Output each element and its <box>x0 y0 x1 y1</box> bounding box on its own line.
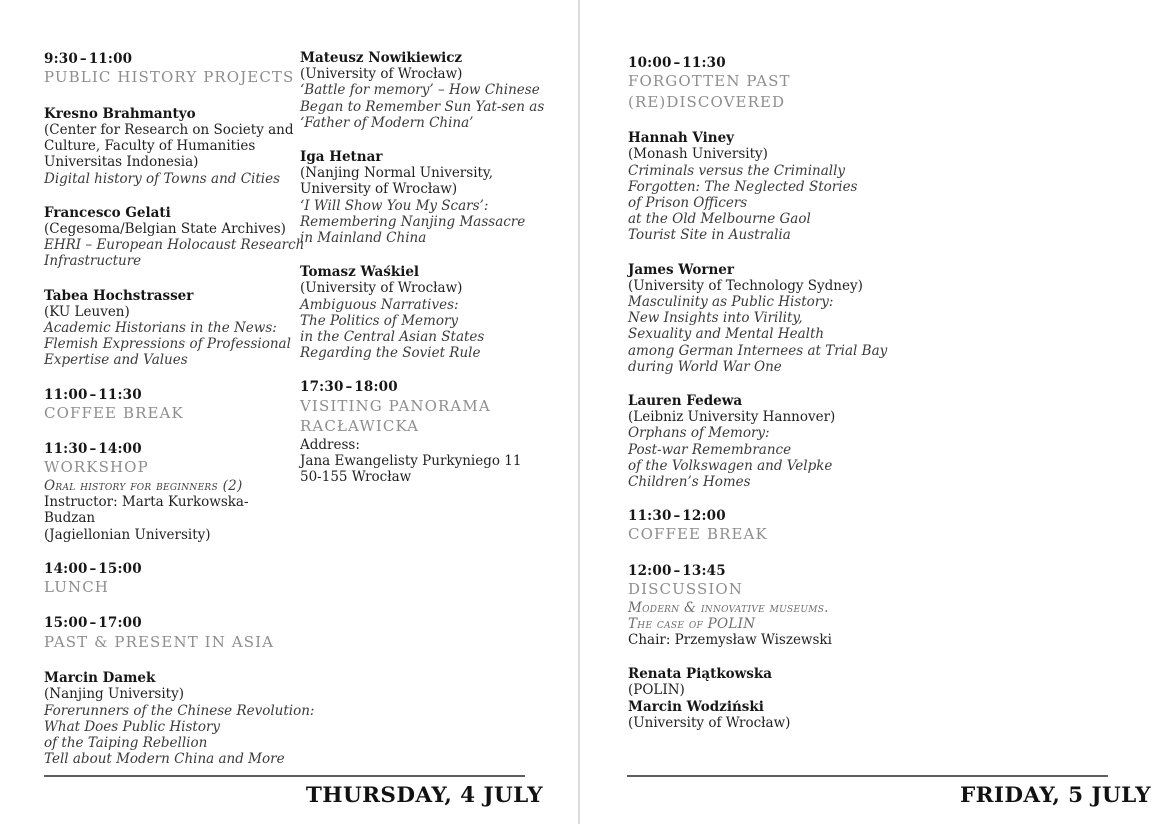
speaker-name: Hannah Viney <box>628 130 735 147</box>
session-heading: (RE)DISCOVERED <box>628 92 786 111</box>
talk-title-line: ‘Father of Modern China’ <box>300 114 474 131</box>
talk-title-line: ‘Battle for memory’ – How Chinese <box>300 82 540 99</box>
program-column-thursday-right <box>300 50 545 503</box>
speaker-name: James Worner <box>628 261 735 278</box>
time-label: 9:30 – 11:00 <box>44 51 133 67</box>
footer-day-label-friday: FRIDAY, 5 JULY <box>959 783 1151 808</box>
page-divider <box>578 0 580 824</box>
talk-title-line: Remembering Nanjing Massacre <box>300 213 526 230</box>
text-line: Chair: Przemysław Wiszewski <box>628 632 832 649</box>
session-block <box>44 615 296 652</box>
talk-title-line: Expertise and Values <box>44 352 188 369</box>
talk-title-line: Academic Historians in the News: <box>44 319 277 336</box>
talk-title-smallcaps-line: Modern & innovative museums. <box>628 599 829 616</box>
session-block <box>44 561 296 598</box>
session-heading: PAST & PRESENT IN ASIA <box>44 632 275 651</box>
session-block <box>44 387 296 424</box>
text-line: (Cegesoma/Belgian State Archives) <box>44 220 286 237</box>
speaker-name: Tomasz Waśkiel <box>300 264 420 281</box>
time-label: 10:00 – 11:30 <box>628 55 726 71</box>
talk-title-line: in Mainland China <box>300 230 427 247</box>
speaker-block <box>300 149 545 246</box>
text-line: Address: <box>300 436 360 453</box>
text-line: (University of Wrocław) <box>628 714 791 731</box>
speaker-block <box>628 262 920 375</box>
time-label: 17:30 – 18:00 <box>300 379 398 396</box>
talk-title-line: Flemish Expressions of Professional <box>44 336 291 353</box>
talk-title-line: at the Old Melbourne Gaol <box>628 211 811 228</box>
text-line: Instructor: Marta Kurkowska- <box>44 494 249 511</box>
text-line: Budzan <box>44 510 96 527</box>
speaker-name: Tabea Hochstrasser <box>44 287 194 304</box>
speaker-block <box>628 130 920 243</box>
footer-day-label-thursday: THURSDAY, 4 JULY <box>305 783 543 808</box>
talk-title-line: EHRI – European Holocaust Research <box>44 237 305 254</box>
talk-title-line: Tourist Site in Australia <box>628 227 791 244</box>
speaker-block <box>44 288 296 369</box>
talk-title-line: New Insights into Virility, <box>628 310 803 327</box>
talk-title-line: Criminals versus the Criminally <box>628 162 846 179</box>
session-heading: COFFEE BREAK <box>628 525 768 544</box>
talk-title-line: The Politics of Memory <box>300 312 459 329</box>
talk-title-line: in the Central Asian States <box>300 329 485 346</box>
time-label: 11:30 – 14:00 <box>44 441 142 458</box>
session-block <box>628 508 920 545</box>
session-heading: FORGOTTEN PAST <box>628 72 791 91</box>
time-label: 14:00 – 15:00 <box>44 560 142 577</box>
speaker-block <box>300 50 545 131</box>
speaker-block <box>300 264 545 361</box>
talk-title-line: Sexuality and Mental Health <box>628 326 825 343</box>
time-label: 11:30 – 12:00 <box>628 508 726 525</box>
footer-rule-friday <box>627 775 1108 777</box>
talk-title-line: Digital history of Towns and Cities <box>44 170 280 187</box>
session-heading: WORKSHOP <box>44 458 149 477</box>
session-block <box>44 441 296 543</box>
session-heading: COFFEE BREAK <box>44 403 184 422</box>
time-label: 15:00 – 17:00 <box>44 615 142 632</box>
text-line: (Center for Research on Society and <box>44 121 294 138</box>
talk-title-line: among German Internees at Trial Bay <box>628 342 888 359</box>
talk-title-line: Infrastructure <box>44 253 142 270</box>
program-column-thursday-left <box>44 51 315 785</box>
text-line: (KU Leuven) <box>44 303 130 320</box>
speaker-name: Marcin Wodziński <box>628 698 764 715</box>
speaker-block <box>44 670 315 768</box>
text-line: (Jagiellonian University) <box>44 526 211 543</box>
text-line: (Nanjing Normal University, <box>300 165 494 182</box>
talk-title-line: Tell about Modern China and More <box>44 751 285 768</box>
speaker-block <box>628 666 920 731</box>
talk-title-smallcaps-line: Oral history for beginners (2) <box>44 477 243 494</box>
session-heading: DISCUSSION <box>628 580 743 599</box>
talk-title-line: of Prison Officers <box>628 195 748 212</box>
speaker-name: Iga Hetnar <box>300 149 383 166</box>
talk-title-line: What Does Public History <box>44 718 221 735</box>
speaker-name: Francesco Gelati <box>44 204 171 221</box>
talk-title-line: Post-war Remembrance <box>628 441 792 458</box>
speaker-name: Marcin Damek <box>44 670 156 687</box>
text-line: (Monash University) <box>628 146 768 163</box>
speaker-name: Mateusz Nowikiewicz <box>300 50 463 66</box>
text-line: (Leibniz University Hannover) <box>628 409 836 426</box>
talk-title-line: Forerunners of the Chinese Revolution: <box>44 702 315 719</box>
text-line: (University of Technology Sydney) <box>628 277 863 294</box>
talk-title-line: Children’s Homes <box>628 474 751 491</box>
program-column-friday <box>628 55 920 749</box>
talk-title-line: Masculinity as Public History: <box>628 294 834 311</box>
talk-title-smallcaps-line: The case of POLIN <box>628 615 756 632</box>
talk-title-line: Ambiguous Narratives: <box>300 296 459 313</box>
speaker-block <box>44 106 296 187</box>
text-line: Culture, Faculty of Humanities <box>44 138 256 155</box>
speaker-block <box>628 393 920 490</box>
speaker-name: Lauren Fedewa <box>628 393 743 410</box>
talk-title-line: ‘I Will Show You My Scars’: <box>300 197 489 214</box>
text-line: 50-155 Wrocław <box>300 469 412 486</box>
text-line: (Nanjing University) <box>44 686 184 703</box>
text-line: (University of Wrocław) <box>300 280 463 297</box>
speaker-block <box>44 204 305 270</box>
session-heading: LUNCH <box>44 577 109 596</box>
session-heading: RACŁAWICKA <box>300 417 420 436</box>
talk-title-line: Orphans of Memory: <box>628 425 770 442</box>
time-label: 12:00 – 13:45 <box>628 562 726 579</box>
talk-title-line: Began to Remember Sun Yat-sen as <box>300 98 545 115</box>
session-block <box>44 51 296 88</box>
text-line: Universitas Indonesia) <box>44 154 199 171</box>
session-heading: VISITING PANORAMA <box>300 396 491 415</box>
footer-rule-thursday <box>44 775 525 777</box>
session-block <box>300 379 545 485</box>
text-line: Jana Ewangelisty Purkyniego 11 <box>300 452 522 469</box>
talk-title-line: Forgotten: The Neglected Stories <box>628 178 858 195</box>
talk-title-line: during World War One <box>628 358 782 375</box>
time-label: 11:00 – 11:30 <box>44 386 142 403</box>
text-line: University of Wrocław) <box>300 181 458 198</box>
talk-title-line: of the Volkswagen and Velpke <box>628 457 833 474</box>
session-block <box>628 563 920 648</box>
session-block <box>628 55 920 112</box>
speaker-name: Renata Piątkowska <box>628 666 772 683</box>
text-line: (University of Wrocław) <box>300 66 463 83</box>
talk-title-line: Regarding the Soviet Rule <box>300 345 481 362</box>
text-line: (POLIN) <box>628 682 685 699</box>
speaker-name: Kresno Brahmantyo <box>44 105 196 122</box>
session-heading: PUBLIC HISTORY PROJECTS <box>44 68 295 87</box>
talk-title-line: of the Taiping Rebellion <box>44 734 208 751</box>
